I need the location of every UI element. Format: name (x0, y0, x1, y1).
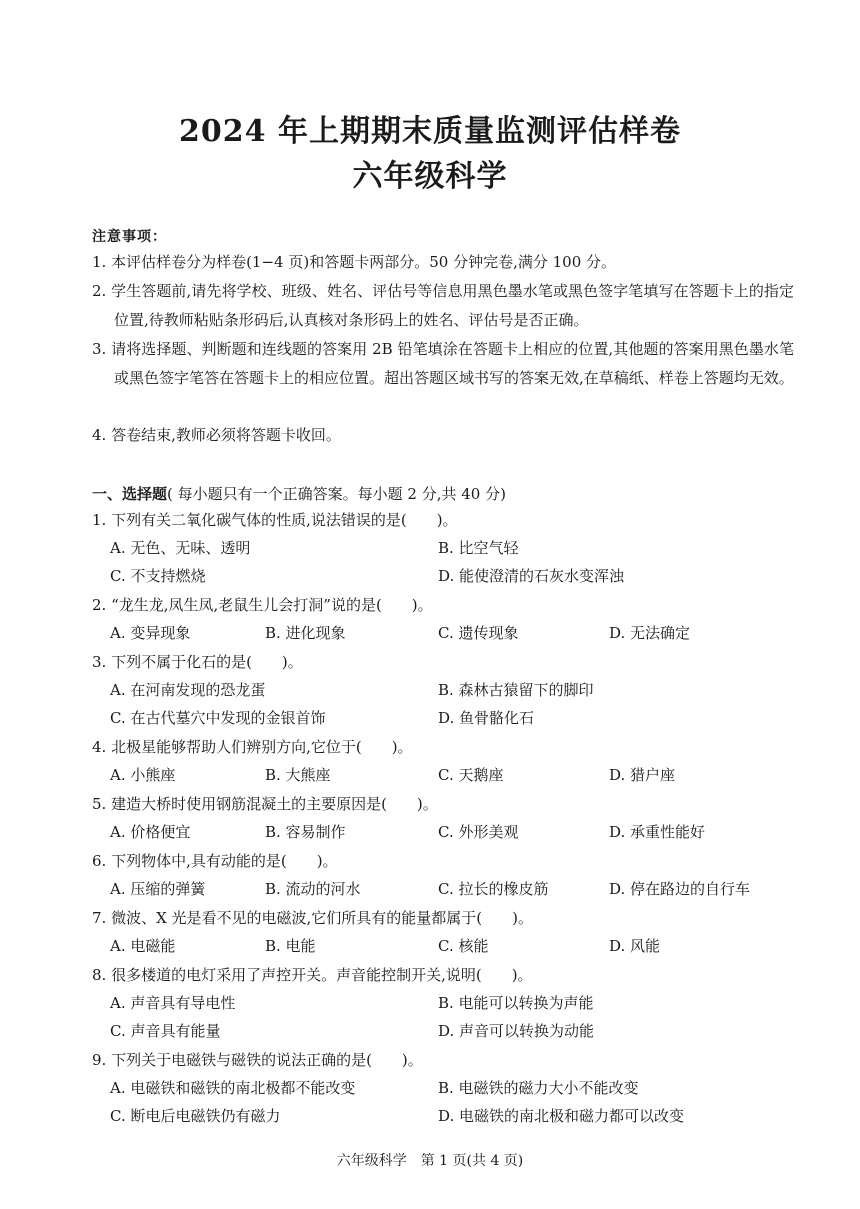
question-8-option-a: A. 声音具有导电性 (110, 994, 236, 1012)
question-1-option-a: A. 无色、无味、透明 (110, 539, 251, 557)
question-9-option-c: C. 断电后电磁铁仍有磁力 (110, 1107, 281, 1125)
notice-item-3: 3. 请将选择题、判断题和连线题的答案用 2B 铅笔填涂在答题卡上相应的位置,其他题的答案用黑色墨水笔或黑色签字笔答在答题卡上的相应位置。超出答题区域书写的答案无效,在草稿纸、样卷上答题均无效。 (92, 340, 794, 387)
question-9-option-d: D. 电磁铁的南北极和磁力都可以改变 (438, 1107, 685, 1125)
section-note: ( 每小题只有一个正确答案。每小题 2 分,共 40 分) (167, 485, 506, 503)
question-3: 3. 下列不属于化石的是( )。 (92, 653, 303, 671)
question-8-option-c: C. 声音具有能量 (110, 1022, 221, 1040)
notice-item-2: 2. 学生答题前,请先将学校、班级、姓名、评估号等信息用黑色墨水笔或黑色签字笔填写在答题卡上的指定位置,待教师粘贴条形码后,认真核对条形码上的姓名、评估号是否正确。 (92, 282, 794, 329)
question-6: 6. 下列物体中,具有动能的是( )。 (92, 852, 338, 870)
question-4: 4. 北极星能够帮助人们辨别方向,它位于( )。 (92, 738, 413, 756)
question-2-option-c: C. 遗传现象 (438, 624, 519, 642)
question-8-option-d: D. 声音可以转换为动能 (438, 1022, 595, 1040)
question-7: 7. 微波、X 光是看不见的电磁波,它们所具有的能量都属于( )。 (92, 909, 534, 927)
question-9: 9. 下列关于电磁铁与磁铁的说法正确的是( )。 (92, 1051, 423, 1069)
notice-item-1: 1. 本评估样卷分为样卷(1−4 页)和答题卡两部分。50 分钟完卷,满分 100 分。 (92, 253, 616, 271)
question-1-option-d: D. 能使澄清的石灰水变浑浊 (438, 567, 625, 585)
question-3-option-c: C. 在古代墓穴中发现的金银首饰 (110, 709, 326, 727)
question-3-option-a: A. 在河南发现的恐龙蛋 (110, 681, 266, 699)
page-footer: 六年级科学 第 1 页(共 4 页) (336, 1153, 524, 1169)
question-5-option-b: B. 容易制作 (265, 823, 346, 841)
question-1: 1. 下列有关二氧化碳气体的性质,说法错误的是( )。 (92, 511, 458, 529)
question-6-option-b: B. 流动的河水 (265, 880, 361, 898)
question-1-option-c: C. 不支持燃烧 (110, 567, 206, 585)
question-1-option-b: B. 比空气轻 (438, 539, 519, 557)
notice-item-4: 4. 答卷结束,教师必须将答题卡收回。 (92, 426, 341, 444)
question-4-option-b: B. 大熊座 (265, 766, 331, 784)
question-3-option-d: D. 鱼骨骼化石 (438, 709, 535, 727)
question-6-option-c: C. 拉长的橡皮筋 (438, 880, 549, 898)
question-2: 2. “龙生龙,凤生凤,老鼠生儿会打洞”说的是( )。 (92, 596, 433, 614)
question-3-option-b: B. 森林古猿留下的脚印 (438, 681, 594, 699)
question-4-option-a: A. 小熊座 (110, 766, 176, 784)
exam-title: 2024 年上期期末质量监测评估样卷 (179, 114, 681, 149)
question-5: 5. 建造大桥时使用钢筋混凝土的主要原因是( )。 (92, 795, 438, 813)
question-6-option-a: A. 压缩的弹簧 (110, 880, 206, 898)
question-5-option-c: C. 外形美观 (438, 823, 519, 841)
question-8-option-b: B. 电能可以转换为声能 (438, 994, 594, 1012)
question-5-option-d: D. 承重性能好 (609, 823, 706, 841)
question-2-option-a: A. 变异现象 (110, 624, 191, 642)
question-2-option-b: B. 进化现象 (265, 624, 346, 642)
exam-subtitle: 六年级科学 (352, 159, 508, 194)
question-8: 8. 很多楼道的电灯采用了声控开关。声音能控制开关,说明( )。 (92, 966, 533, 984)
question-9-option-a: A. 电磁铁和磁铁的南北极都不能改变 (110, 1079, 356, 1097)
question-7-option-a: A. 电磁能 (110, 937, 176, 955)
question-4-option-c: C. 天鹅座 (438, 766, 504, 784)
question-5-option-a: A. 价格便宜 (110, 823, 191, 841)
question-2-option-d: D. 无法确定 (609, 624, 691, 642)
question-4-option-d: D. 猎户座 (609, 766, 676, 784)
question-7-option-b: B. 电能 (265, 937, 316, 955)
question-7-option-d: D. 风能 (609, 937, 661, 955)
section-heading (92, 480, 506, 509)
section-lead: 一、选择题 (92, 485, 168, 503)
question-9-option-b: B. 电磁铁的磁力大小不能改变 (438, 1079, 639, 1097)
question-7-option-c: C. 核能 (438, 937, 489, 955)
question-6-option-d: D. 停在路边的自行车 (609, 880, 751, 898)
notice-heading: 注意事项： (92, 229, 167, 245)
